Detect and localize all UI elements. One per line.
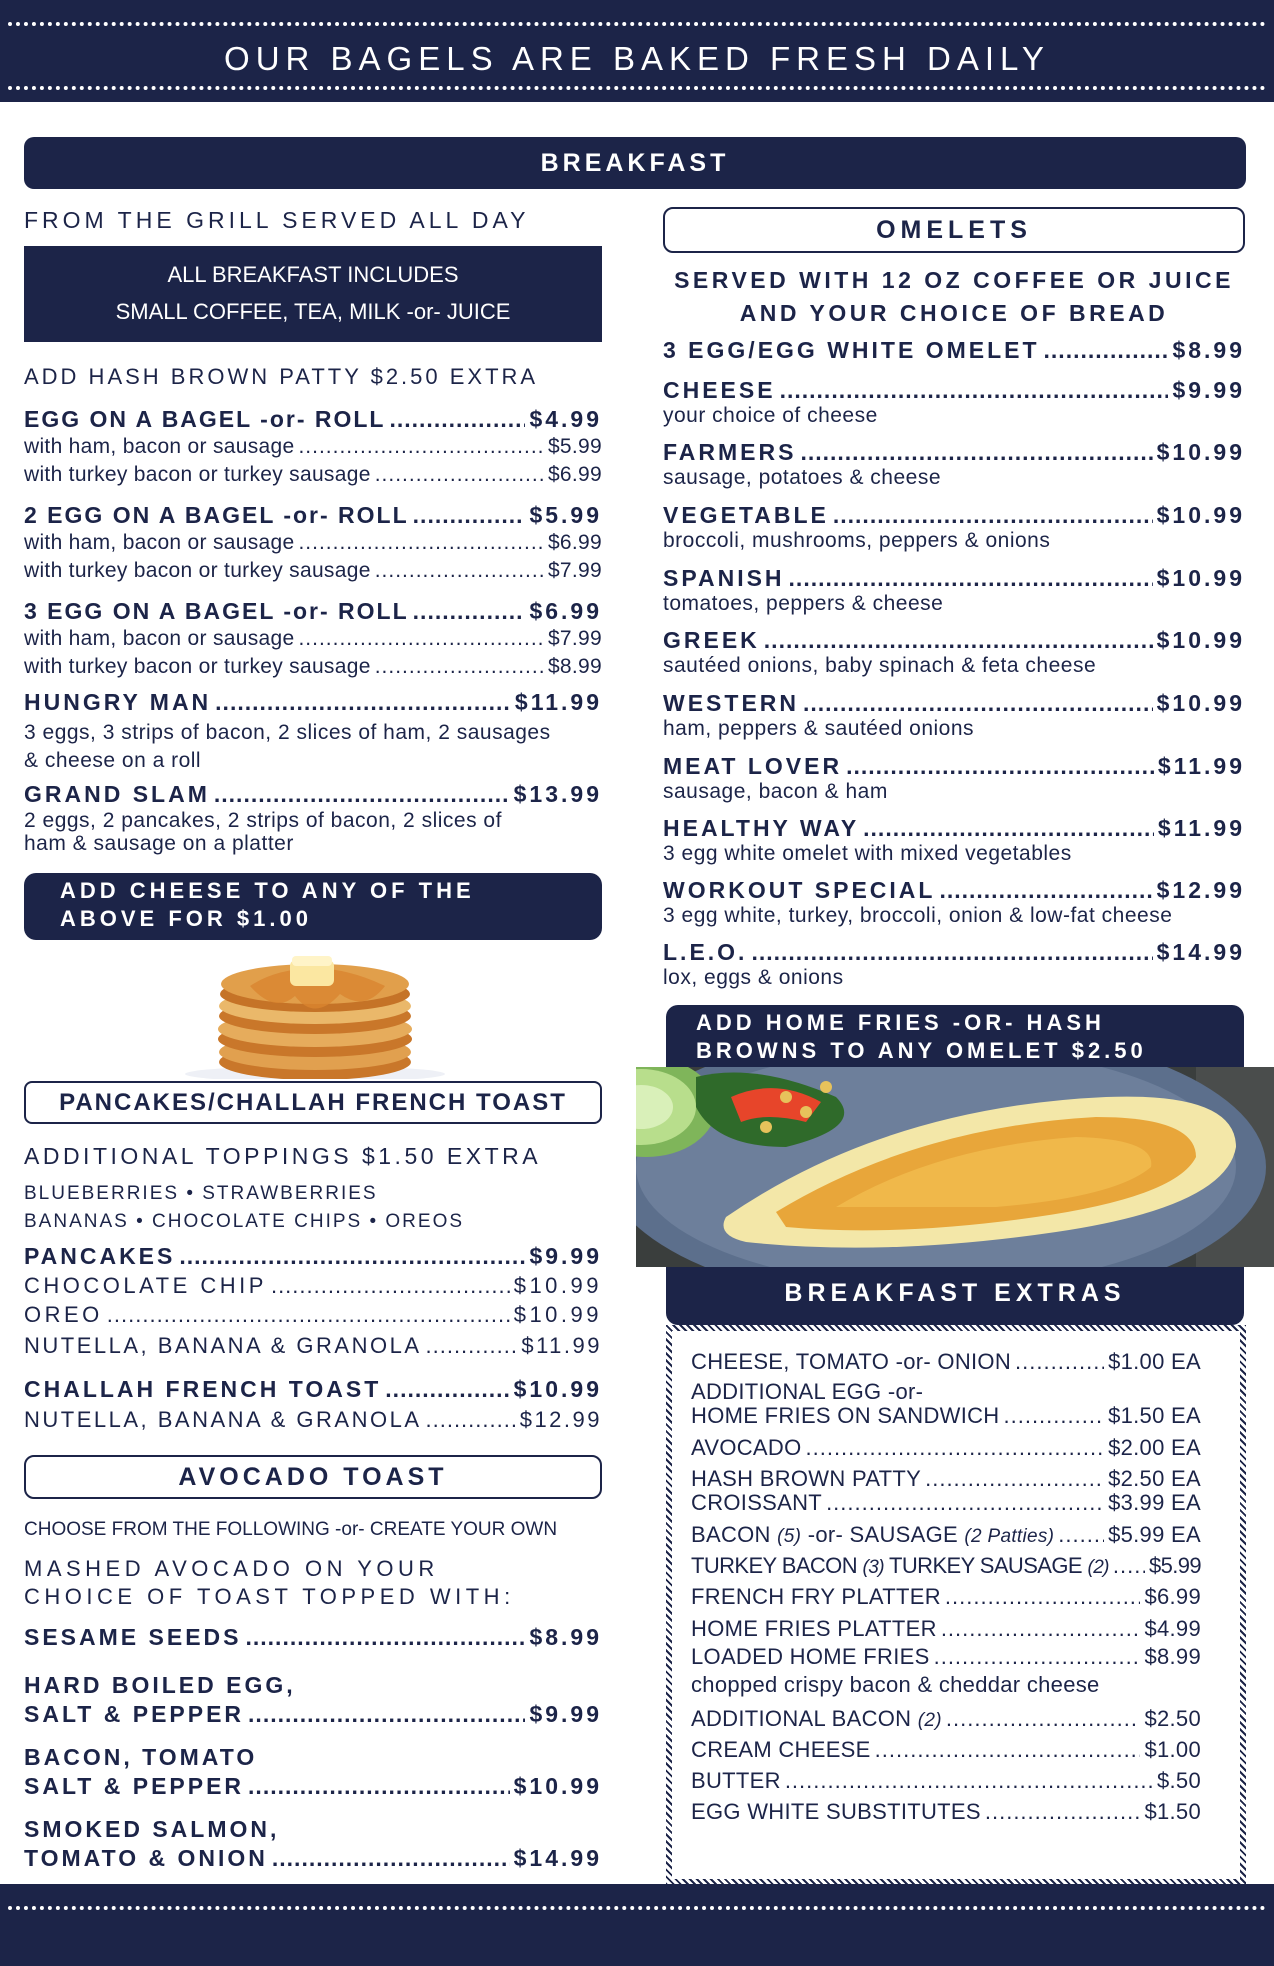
omelet-plate-image bbox=[636, 1067, 1274, 1267]
item-row bbox=[663, 627, 1245, 654]
item-price: $5.99 EA bbox=[1108, 1522, 1201, 1547]
extras-item bbox=[691, 1349, 1201, 1380]
item-row bbox=[663, 502, 1245, 529]
item-label bbox=[691, 1553, 1109, 1579]
menu-item bbox=[24, 1302, 602, 1333]
item-price: $5.99 bbox=[529, 502, 602, 528]
item-label: SALT & PEPPER bbox=[24, 1701, 245, 1727]
item-label: 2 EGG ON A BAGEL -or- ROLL bbox=[24, 502, 409, 528]
item-label: GREEK bbox=[663, 627, 760, 653]
extras-item bbox=[691, 1522, 1201, 1553]
item-description: sausage, bacon & ham bbox=[663, 780, 888, 803]
label-qty: (3) bbox=[862, 1557, 884, 1578]
subitem-label: with ham, bacon or sausage bbox=[24, 627, 295, 650]
item-description: sausage, potatoes & cheese bbox=[663, 466, 942, 489]
breakfast-title: BREAKFAST bbox=[540, 149, 730, 177]
omelets-served-line-2: AND YOUR CHOICE OF BREAD bbox=[739, 300, 1169, 326]
item-label: CHEESE bbox=[663, 377, 776, 403]
menu-item bbox=[663, 337, 1245, 377]
header-banner bbox=[0, 0, 1274, 102]
item-description: 3 egg white omelet with mixed vegetables bbox=[663, 842, 1072, 865]
item-label: HOME FRIES PLATTER bbox=[691, 1616, 937, 1641]
omelet-item bbox=[663, 877, 1245, 939]
subitem-label: with ham, bacon or sausage bbox=[24, 531, 295, 554]
item-label bbox=[691, 1522, 1054, 1548]
item-price: $11.99 bbox=[1157, 815, 1245, 841]
menu-subitem bbox=[24, 627, 602, 655]
item-description: chopped crispy bacon & cheddar cheese bbox=[691, 1672, 1100, 1697]
item-description: ham, peppers & sautéed onions bbox=[663, 717, 975, 740]
extras-item bbox=[691, 1466, 1201, 1490]
subitem-price: $5.99 bbox=[547, 435, 602, 458]
label-qty: (5) bbox=[777, 1526, 802, 1547]
item-label: SPANISH bbox=[663, 565, 785, 591]
item-label: EGG WHITE SUBSTITUTES bbox=[691, 1799, 981, 1824]
menu-item bbox=[24, 1701, 602, 1744]
extras-item bbox=[691, 1403, 1201, 1435]
item-description: ham & sausage on a platter bbox=[24, 832, 294, 855]
item-label: NUTELLA, BANANA & GRANOLA bbox=[24, 1407, 422, 1432]
item-price: $4.99 bbox=[529, 406, 602, 432]
subitem-price: $8.99 bbox=[547, 655, 602, 678]
subitem-label: with turkey bacon or turkey sausage bbox=[24, 655, 371, 678]
item-label-line: ADDITIONAL EGG -or- bbox=[691, 1379, 924, 1404]
item-label: FRENCH FRY PLATTER bbox=[691, 1584, 941, 1609]
label-qty: (2) bbox=[917, 1710, 942, 1731]
includes-line-2: SMALL COFFEE, TEA, MILK -or- JUICE bbox=[115, 299, 511, 324]
item-price: $3.99 EA bbox=[1108, 1490, 1201, 1515]
menu-item bbox=[24, 1333, 602, 1376]
item-description: 3 egg white, turkey, broccoli, onion & low-fat cheese bbox=[663, 904, 1173, 927]
subitem-price: $6.99 bbox=[547, 531, 602, 554]
home-fries-line-2: BROWNS TO ANY OMELET $2.50 bbox=[696, 1038, 1147, 1063]
omelet-item bbox=[663, 939, 1245, 1001]
includes-line-1: ALL BREAKFAST INCLUDES bbox=[167, 262, 459, 287]
item-label bbox=[691, 1706, 942, 1732]
item-price: $10.99 bbox=[513, 1376, 602, 1402]
item-row bbox=[663, 690, 1245, 717]
add-cheese-banner bbox=[24, 873, 602, 940]
item-price: $9.99 bbox=[529, 1701, 602, 1727]
omelets-served bbox=[663, 264, 1245, 330]
item-price: $10.99 bbox=[1156, 565, 1245, 591]
item-label-line: SMOKED SALMON, bbox=[24, 1816, 280, 1842]
toppings-note: ADDITIONAL TOPPINGS $1.50 EXTRA bbox=[24, 1143, 542, 1169]
item-price: $6.99 bbox=[1144, 1584, 1201, 1609]
item-label: HASH BROWN PATTY bbox=[691, 1466, 922, 1491]
menu-item bbox=[24, 1624, 602, 1672]
grill-heading: FROM THE GRILL SERVED ALL DAY bbox=[24, 207, 530, 233]
item-label: CHALLAH FRENCH TOAST bbox=[24, 1376, 382, 1402]
item-label: 3 EGG/EGG WHITE OMELET bbox=[663, 337, 1040, 363]
subitem-price: $7.99 bbox=[547, 627, 602, 650]
item-label: CHOCOLATE CHIP bbox=[24, 1273, 267, 1298]
item-description: & cheese on a roll bbox=[24, 749, 202, 772]
item-price: $10.99 bbox=[513, 1273, 602, 1298]
omelet-items bbox=[663, 337, 1245, 1001]
item-label: 3 EGG ON A BAGEL -or- ROLL bbox=[24, 598, 409, 624]
avocado-heading: AVOCADO TOAST bbox=[178, 1463, 448, 1491]
subitem-price: $7.99 bbox=[547, 559, 602, 582]
item-price: $14.99 bbox=[1156, 939, 1245, 965]
item-label-line: HARD BOILED EGG, bbox=[24, 1672, 296, 1698]
item-label: WESTERN bbox=[663, 690, 799, 716]
pancake-stack-image bbox=[180, 944, 450, 1079]
omelet-item bbox=[663, 565, 1245, 627]
omelet-item bbox=[663, 690, 1245, 753]
menu-item bbox=[24, 502, 602, 531]
item-description: 3 eggs, 3 strips of bacon, 2 slices of ham, 2 sausages bbox=[24, 721, 551, 744]
menu-item bbox=[24, 1773, 602, 1816]
item-row bbox=[663, 439, 1245, 466]
item-price: $8.99 bbox=[1172, 337, 1245, 363]
menu-item bbox=[24, 1845, 602, 1875]
item-description: lox, eggs & onions bbox=[663, 966, 844, 989]
extras-item bbox=[691, 1490, 1201, 1522]
omelet-item bbox=[663, 627, 1245, 690]
item-label: L.E.O. bbox=[663, 939, 748, 965]
item-price: $10.99 bbox=[513, 1302, 602, 1327]
menu-item bbox=[24, 1376, 602, 1407]
item-price: $14.99 bbox=[513, 1845, 602, 1871]
add-cheese-line-2: ABOVE FOR $1.00 bbox=[60, 906, 312, 931]
menu-item bbox=[24, 1243, 602, 1273]
item-price: $10.99 bbox=[1156, 690, 1245, 716]
extras-item bbox=[691, 1644, 1201, 1672]
pancake-items bbox=[24, 1243, 602, 1437]
menu-subitem bbox=[24, 655, 602, 689]
item-row bbox=[663, 377, 1245, 404]
breakfast-extras-box bbox=[666, 1325, 1246, 1885]
item-price: $2.50 bbox=[1144, 1706, 1201, 1731]
item-label: OREO bbox=[24, 1302, 103, 1327]
extras-item bbox=[691, 1799, 1201, 1830]
item-price: $1.00 EA bbox=[1108, 1349, 1201, 1374]
subitem-label: with turkey bacon or turkey sausage bbox=[24, 463, 371, 486]
avocado-choose: CHOOSE FROM THE FOLLOWING -or- CREATE YOUR OWN bbox=[24, 1519, 558, 1540]
item-price: $10.99 bbox=[513, 1773, 602, 1799]
label-part: TURKEY BACON bbox=[691, 1553, 863, 1578]
hash-brown-note: ADD HASH BROWN PATTY $2.50 EXTRA bbox=[24, 364, 539, 389]
item-price: $11.99 bbox=[1157, 753, 1245, 779]
avocado-intro-line-1: MASHED AVOCADO ON YOUR bbox=[24, 1556, 439, 1581]
item-label: HEALTHY WAY bbox=[663, 815, 860, 841]
item-price: $8.99 bbox=[529, 1624, 602, 1650]
item-price: $.50 bbox=[1156, 1768, 1201, 1793]
avocado-heading-box bbox=[24, 1455, 602, 1499]
includes-box bbox=[24, 246, 602, 342]
item-price: $8.99 bbox=[1144, 1644, 1201, 1669]
item-price: $2.00 EA bbox=[1108, 1435, 1201, 1460]
item-label: SALT & PEPPER bbox=[24, 1773, 245, 1799]
extras-item bbox=[691, 1584, 1201, 1616]
item-price: $2.50 EA bbox=[1108, 1466, 1201, 1491]
item-row bbox=[663, 877, 1245, 904]
item-label: WORKOUT SPECIAL bbox=[663, 877, 936, 903]
item-price: $12.99 bbox=[519, 1407, 602, 1432]
label-part: ADDITIONAL BACON bbox=[691, 1706, 912, 1731]
menu-item bbox=[24, 598, 602, 627]
item-price: $12.99 bbox=[1156, 877, 1245, 903]
item-price: $10.99 bbox=[1156, 502, 1245, 528]
item-label: GRAND SLAM bbox=[24, 781, 210, 807]
item-label: EGG ON A BAGEL -or- ROLL bbox=[24, 406, 386, 432]
breakfast-extras-heading: BREAKFAST EXTRAS bbox=[784, 1279, 1126, 1307]
omelets-served-line-1: SERVED WITH 12 OZ COFFEE OR JUICE bbox=[674, 267, 1234, 293]
item-price: $1.50 bbox=[1144, 1799, 1201, 1824]
menu-subitem bbox=[24, 531, 602, 559]
item-price: $4.99 bbox=[1144, 1616, 1201, 1641]
menu-item bbox=[24, 1273, 602, 1302]
item-label: BUTTER bbox=[691, 1768, 781, 1793]
item-price: $10.99 bbox=[1156, 439, 1245, 465]
extras-item bbox=[691, 1616, 1201, 1644]
avocado-intro bbox=[24, 1555, 515, 1611]
item-price: $1.50 EA bbox=[1108, 1403, 1201, 1428]
dotted-border bbox=[8, 86, 1266, 90]
item-description: sautéed onions, baby spinach & feta cheese bbox=[663, 654, 1097, 677]
item-label: VEGETABLE bbox=[663, 502, 829, 528]
extras-item bbox=[691, 1768, 1201, 1799]
item-price: $5.99 bbox=[1148, 1553, 1201, 1578]
item-price: $9.99 bbox=[529, 1243, 602, 1269]
dotted-border bbox=[8, 22, 1266, 26]
menu-item bbox=[24, 689, 602, 719]
extras-item bbox=[691, 1553, 1201, 1584]
item-row bbox=[663, 815, 1245, 842]
item-label: AVOCADO bbox=[691, 1435, 802, 1460]
omelets-heading-box bbox=[663, 207, 1245, 253]
extras-item bbox=[691, 1435, 1201, 1466]
omelet-item bbox=[663, 502, 1245, 565]
item-description: 2 eggs, 2 pancakes, 2 strips of bacon, 2 slices of bbox=[24, 809, 502, 832]
omelets-heading: OMELETS bbox=[876, 216, 1032, 244]
omelet-item bbox=[663, 753, 1245, 815]
omelet-item bbox=[663, 815, 1245, 877]
add-home-fries-banner bbox=[666, 1005, 1244, 1067]
breakfast-extras-banner bbox=[666, 1267, 1244, 1325]
item-label: TOMATO & ONION bbox=[24, 1845, 268, 1871]
avocado-intro-line-2: CHOICE OF TOAST TOPPED WITH: bbox=[24, 1584, 515, 1609]
item-row bbox=[663, 565, 1245, 592]
pancakes-heading-box bbox=[24, 1081, 602, 1124]
item-description: tomatoes, peppers & cheese bbox=[663, 592, 944, 615]
item-row bbox=[663, 753, 1245, 780]
menu-subitem bbox=[24, 559, 602, 598]
item-label: HOME FRIES ON SANDWICH bbox=[691, 1403, 1000, 1428]
grill-items bbox=[24, 406, 602, 855]
avocado-items bbox=[24, 1624, 602, 1875]
omelet-item bbox=[663, 377, 1245, 439]
add-cheese-line-1: ADD CHEESE TO ANY OF THE bbox=[60, 878, 475, 903]
item-label: SESAME SEEDS bbox=[24, 1624, 242, 1650]
subitem-label: with turkey bacon or turkey sausage bbox=[24, 559, 371, 582]
home-fries-line-1: ADD HOME FRIES -OR- HASH bbox=[696, 1010, 1105, 1035]
item-price: $11.99 bbox=[521, 1333, 602, 1358]
item-price: $11.99 bbox=[514, 689, 602, 715]
item-label: CROISSANT bbox=[691, 1490, 823, 1515]
pancakes-heading: PANCAKES/CHALLAH FRENCH TOAST bbox=[59, 1089, 567, 1116]
header-title: OUR BAGELS ARE BAKED FRESH DAILY bbox=[224, 40, 1050, 77]
dotted-border bbox=[8, 1906, 1266, 1910]
label-part: TURKEY SAUSAGE bbox=[883, 1553, 1088, 1578]
item-price: $1.00 bbox=[1144, 1737, 1201, 1762]
menu-subitem bbox=[24, 463, 602, 502]
extras-list bbox=[691, 1349, 1201, 1830]
item-label: CREAM CHEESE bbox=[691, 1737, 871, 1762]
item-label: PANCAKES bbox=[24, 1243, 176, 1269]
menu-item bbox=[24, 406, 602, 435]
extras-item bbox=[691, 1737, 1201, 1768]
item-label: NUTELLA, BANANA & GRANOLA bbox=[24, 1333, 422, 1358]
subitem-price: $6.99 bbox=[547, 463, 602, 486]
omelet-item bbox=[663, 439, 1245, 502]
item-label: CHEESE, TOMATO -or- ONION bbox=[691, 1349, 1012, 1374]
item-description: broccoli, mushrooms, peppers & onions bbox=[663, 529, 1051, 552]
item-row bbox=[663, 939, 1245, 966]
item-label: MEAT LOVER bbox=[663, 753, 843, 779]
label-part: -or- SAUSAGE bbox=[801, 1522, 965, 1547]
label-qty: (2 Patties) bbox=[964, 1526, 1055, 1547]
item-label: LOADED HOME FRIES bbox=[691, 1644, 930, 1669]
item-price: $10.99 bbox=[1156, 627, 1245, 653]
extras-item bbox=[691, 1706, 1201, 1737]
item-price: $6.99 bbox=[529, 598, 602, 624]
label-qty: (2) bbox=[1087, 1557, 1109, 1578]
label-part: BACON bbox=[691, 1522, 778, 1547]
item-label-line: BACON, TOMATO bbox=[24, 1744, 258, 1770]
item-label: FARMERS bbox=[663, 439, 797, 465]
subitem-label: with ham, bacon or sausage bbox=[24, 435, 295, 458]
menu-item bbox=[24, 781, 602, 809]
menu-subitem bbox=[24, 435, 602, 463]
menu-item bbox=[24, 1407, 602, 1437]
footer-banner bbox=[0, 1884, 1274, 1966]
toppings-line-1: BLUEBERRIES • STRAWBERRIES bbox=[24, 1183, 378, 1204]
breakfast-banner bbox=[24, 137, 1246, 189]
item-description: your choice of cheese bbox=[663, 404, 878, 427]
toppings-line-2: BANANAS • CHOCOLATE CHIPS • OREOS bbox=[24, 1211, 465, 1232]
item-label: HUNGRY MAN bbox=[24, 689, 212, 715]
item-price: $9.99 bbox=[1172, 377, 1245, 403]
item-price: $13.99 bbox=[513, 781, 602, 807]
